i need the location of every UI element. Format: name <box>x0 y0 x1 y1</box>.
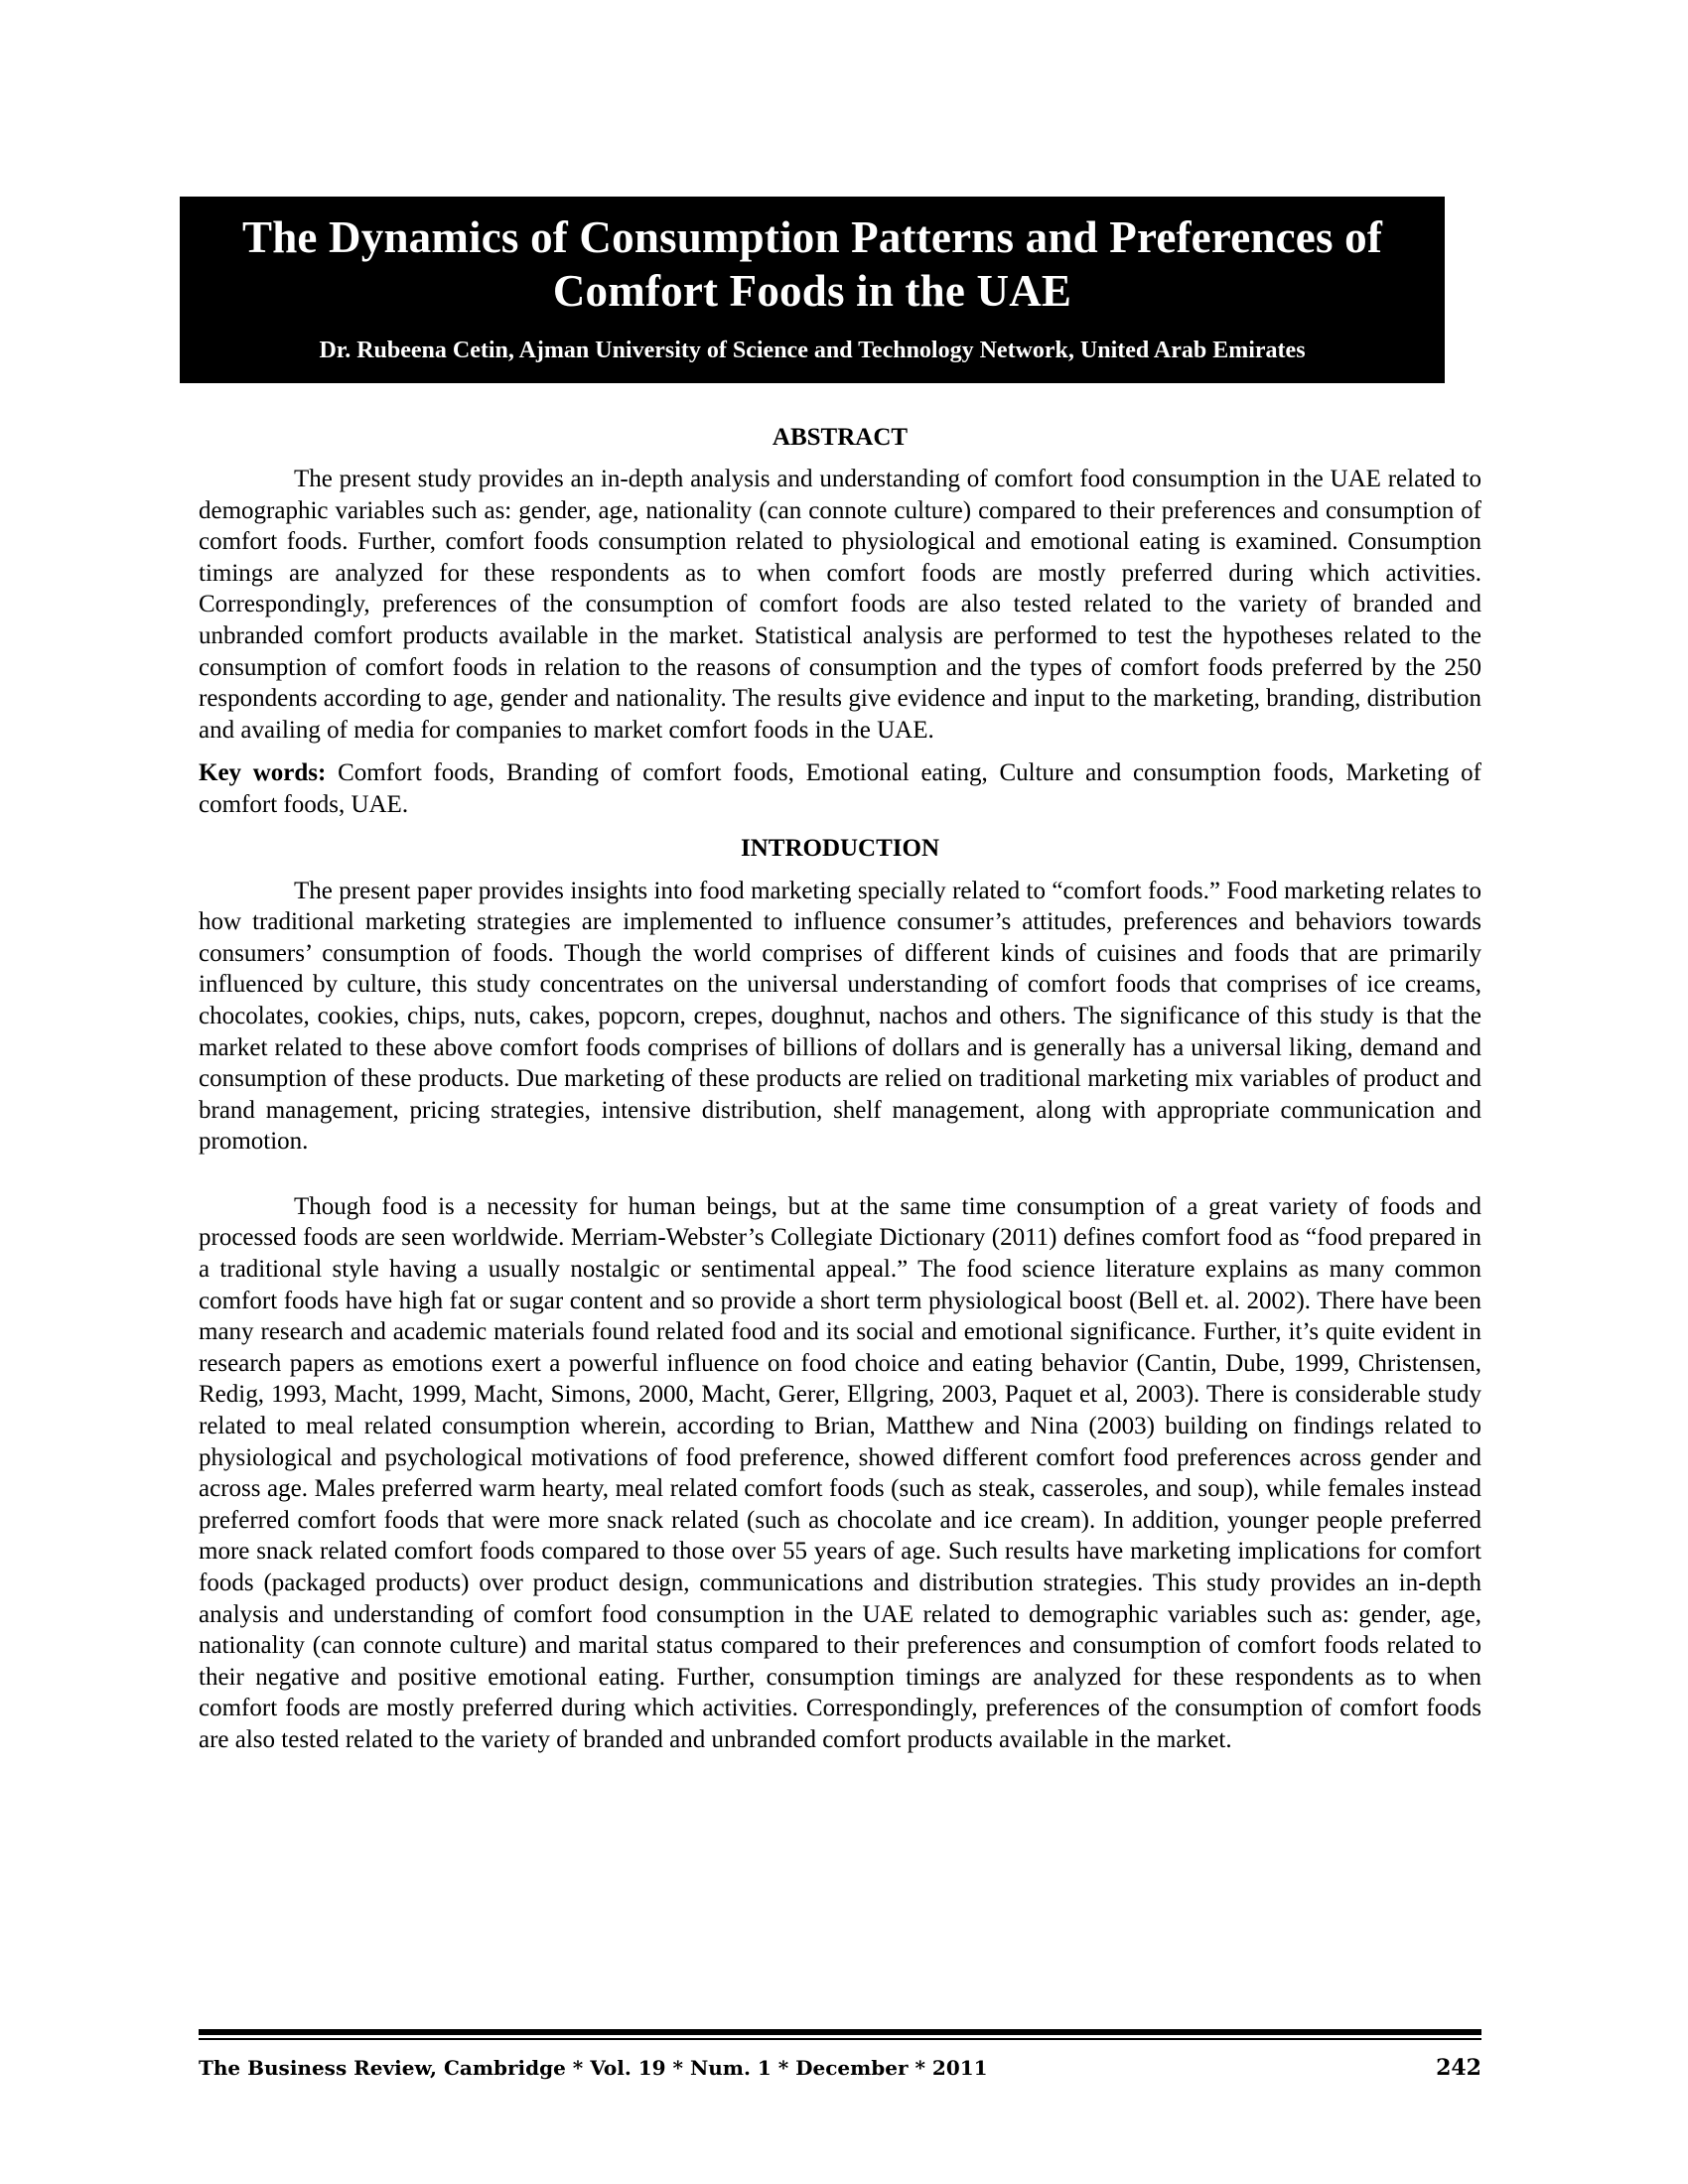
article-body <box>199 422 1481 1756</box>
footer-rule-thin <box>199 2038 1481 2040</box>
page-footer <box>199 2053 1481 2083</box>
footer-rules <box>199 2029 1481 2040</box>
paragraph-spacer <box>199 1158 1481 1191</box>
journal-citation: The Business Review, Cambridge * Vol. 19 * Num. 1 * December * 2011 <box>199 2056 988 2080</box>
introduction-paragraph-1: The present paper provides insights into food marketing specially related to “comfort foods.” Food marketing relates to how traditional marketing strategies are implemented to influence consumer’s attitudes, preferences and behaviors towards consumers’ consumption of foods. Though the world comprises of different kinds of cuisines and foods that are primarily influenced by culture, this study concentrates on the universal understanding of comfort foods that comprises of ice creams, chocolates, cookies, chips, nuts, cakes, popcorn, crepes, doughnut, nachos and others. The significance of this study is that the market related to these above comfort foods comprises of billions of dollars and is generally has a universal liking, demand and consumption of these products. Due marketing of these products are relied on traditional marketing mix variables of product and brand management, pricing strategies, intensive distribution, shelf management, along with appropriate communication and promotion. <box>199 877 1481 1156</box>
keywords-label: Key words: <box>199 759 327 787</box>
keywords <box>199 757 1481 820</box>
keywords-text: Comfort foods, Branding of comfort foods, Emotional eating, Culture and consumption foods, Marketing of comfort foods, UAE. <box>199 759 1481 818</box>
author-affiliation: Dr. Rubeena Cetin, Ajman University of Science and Technology Network, United Arab Emirates <box>319 338 1306 363</box>
abstract-text: The present study provides an in-depth analysis and understanding of comfort food consumption in the UAE related to demographic variables such as: gender, age, nationality (can connote culture) compared to their preferences and consumption of comfort foods. Further, comfort foods consumption related to physiological and emotional eating is examined. Consumption timings are analyzed for these respondents as to when comfort foods are mostly preferred during which activities. Correspondingly, preferences of the consumption of comfort foods are also tested related to the variety of branded and unbranded comfort products available in the market. Statistical analysis are performed to test the hypotheses related to the consumption of comfort foods in relation to the reasons of consumption and the types of comfort foods preferred by the 250 respondents according to age, gender and nationality. The results give evidence and input to the marketing, branding, distribution and availing of media for companies to market comfort foods in the UAE. <box>199 466 1481 744</box>
introduction-paragraph-2: Though food is a necessity for human beings, but at the same time consumption of a great variety of foods and processed foods are seen worldwide. Merriam-Webster’s Collegiate Dictionary (2011) defines comfort food as “food prepared in a traditional style having a usually nostalgic or sentimental appeal.” The food science literature explains as many common comfort foods have high fat or sugar content and so provide a short term physiological boost (Bell et. al. 2002). There have been many research and academic materials found related food and its social and emotional significance. Further, it’s quite evident in research papers as emotions exert a powerful influence on food choice and eating behavior (Cantin, Dube, 1999, Christensen, Redig, 1993, Macht, 1999, Macht, Simons, 2000, Macht, Gerer, Ellgring, 2003, Paquet et al, 2003). There is considerable study related to meal related consumption wherein, according to Brian, Matthew and Nina (2003) building on findings related to physiological and psychological motivations of food preference, showed different comfort food preferences across gender and across age. Males preferred warm hearty, meal related comfort foods (such as steak, casseroles, and soup), while females instead preferred comfort foods that were more snack related (such as chocolate and ice cream). In addition, younger people preferred more snack related comfort foods compared to those over 55 years of age. Such results have marketing implications for comfort foods (packaged products) over product design, communications and distribution strategies. This study provides an in-depth analysis and understanding of comfort food consumption in the UAE related to demographic variables such as: gender, age, nationality (can connote culture) and marital status compared to their preferences and consumption of comfort foods related to their negative and positive emotional eating. Further, consumption timings are analyzed for these respondents as to when comfort foods are mostly preferred during which activities. Correspondingly, preferences of the consumption of comfort foods are also tested related to the variety of branded and unbranded comfort products available in the market. <box>199 1192 1481 1753</box>
title-banner <box>180 197 1445 383</box>
paper-title: The Dynamics of Consumption Patterns and Preferences of Comfort Foods in the UAE <box>241 212 1383 316</box>
footer-rule-thick <box>199 2029 1481 2035</box>
page-number: 242 <box>1436 2055 1481 2081</box>
abstract-heading: ABSTRACT <box>772 424 909 451</box>
introduction-heading: INTRODUCTION <box>740 834 940 862</box>
